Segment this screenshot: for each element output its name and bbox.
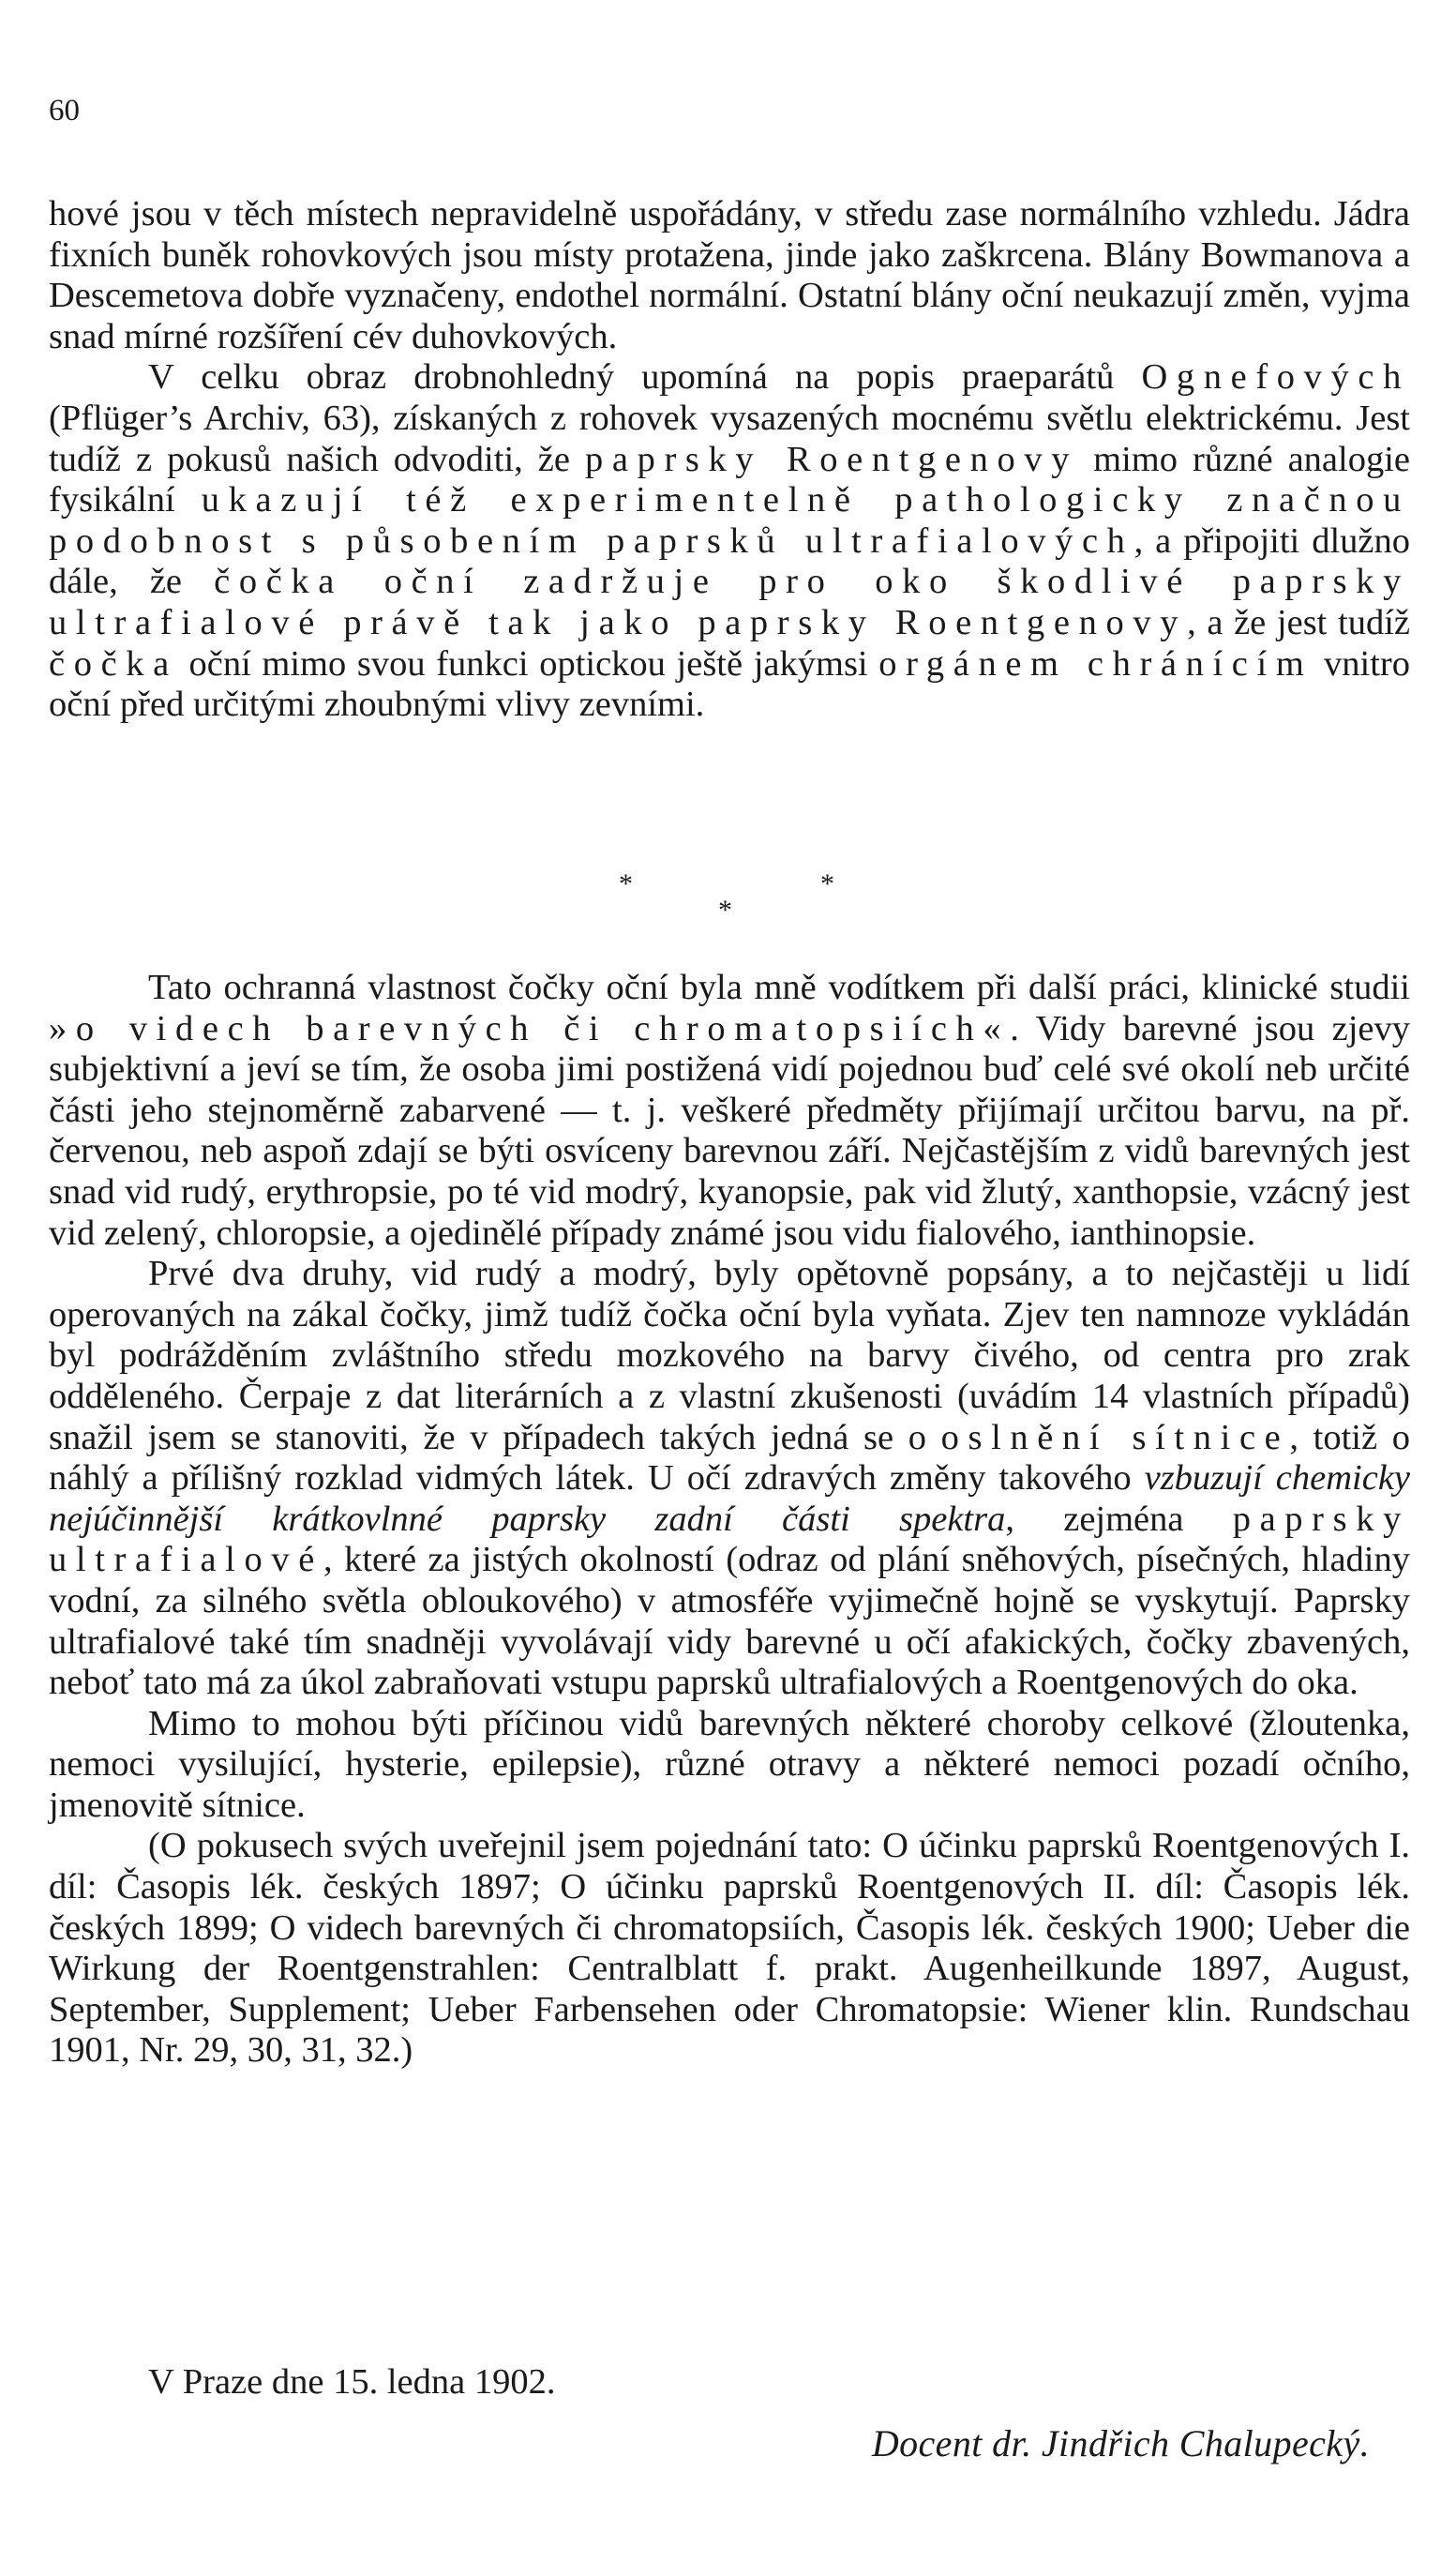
- p3-text-2: . Vidy barevné jsou zjevy subjektivní a jeví se tím, že osoba jimi postižená vidí pojednou buď celé své okolí neb určité části jeho stejnoměrně zabarvené — t. j. veškeré předměty přijímají určitou barvu, na př. červenou, neb aspoň zdají se býti osvíceny barevnou září. Nejčastějším z vidů barevných jest snad vid rudý, erythropsie, po té vid modrý, kyanopsie, pak vid žlutý, xanthopsie, vzácný jest vid zelený, chloropsie, a ojedinělé případy známé jsou vidu fialového, ianthinopsie.: [49, 1008, 1410, 1253]
- p2-spaced-paprsky-roentgenovy: paprsky Roentgenovy: [585, 439, 1079, 479]
- paragraph-5: Mimo to mohou býti příčinou vidů barevných některé choroby celkové (žloutenka, nemoci vysilující, hysterie, epilepsie), různé otravy a některé nemoci pozadí očního, jmenovitě sítnice.: [49, 1703, 1410, 1825]
- p2-text-5: , a že jest tudíž: [1187, 602, 1411, 642]
- p4-text-1: Prvé dva druhy, vid rudý a modrý, byly opětovně popsány, a to nejčastěji u lidí operovaných na zákal čočky, jimž tudíž čočka oční byla vyňata. Zjev ten namnoze vykládán byl podrážděním zvláštního středu mozkového na barvy čivého, od centra pro zrak odděleného. Čerpaje z dat literárních a z vlastní zkušenosti (uvádím 14 vlastních případů) snažil jsem se stanoviti, že v případech takých jedná se o: [49, 1254, 1410, 1457]
- paragraph-6: (O pokusech svých uveřejnil jsem pojednání tato: O účinku paprsků Roentgenových I. díl: Časopis lék. českých 1897; O účinku paprsků Roentgenových II. díl: Časopis lék. českých 1899; O videch barevných či chromatopsiích, Časopis lék. českých 1900; Ueber die Wirkung der Roentgenstrahlen: Centralblatt f. prakt. Augenheilkunde 1897, August, September, Supplement; Ueber Farbensehen oder Chromatopsie: Wiener klin. Rundschau 1901, Nr. 29, 30, 31, 32.): [49, 1826, 1410, 2071]
- separator-star: *: [718, 895, 732, 926]
- p2-text-2: (Pflüger’s Archiv, 63), získaných z rohovek vysazených mocnému světlu elektrickému. Jest tudíž z pokusů našich odvoditi, že: [49, 398, 1410, 479]
- p2-text-6: oční mimo svou funkci optickou ještě jakýmsi: [177, 643, 879, 684]
- page-number: 60: [49, 94, 80, 128]
- section-separator: [0, 863, 1456, 928]
- paragraph-1: hové jsou v těch místech nepravidelně uspořádány, v středu zase normálního vzhledu. Jádra fixních buněk rohovkových jsou místy protažena, jinde jako zaškrcena. Blány Bowmanova a Descemetova dobře vyznačeny, endothel normální. Ostatní blány oční neukazují změn, vyjma snad mírné rozšíření cév duhovkových.: [49, 194, 1410, 356]
- p2-spaced-cocka-zadrzuje: čočka oční zadržuje pro oko škodlivé paprsky ultrafialové právě tak jako paprsky Roentgenovy: [49, 562, 1410, 642]
- p2-spaced-ognef: Ognefových: [1141, 357, 1410, 398]
- paragraph-2: [49, 357, 1410, 725]
- p4-text-4: , které za jistých okolností (odraz od plání sněhových, písečných, hladiny vodní, za silného světla obloukového) v atmosféře vyjimečně hojně se vyskytují. Paprsky ultrafialové také tím snadněji vyvolávají vidy barevné u očí afakických, čočky zbavených, neboť tato má za úkol zabraňovati vstupu paprsků ultrafialových a Roentgenových do oka.: [49, 1540, 1410, 1703]
- separator-star: *: [820, 868, 834, 899]
- p4-spaced-ultrafialove: paprsky ultrafialové: [49, 1499, 1410, 1580]
- p2-text-3: mimo různé analogie fysikální: [49, 439, 1410, 520]
- p2-text-7: vnitro oční před určitými zhoubnými vlivy zevními.: [49, 643, 1410, 725]
- p4-spaced-oslneni: oslnění sítnice: [940, 1417, 1290, 1457]
- p4-italic-paprsky: vzbuzují chemicky nejúčinnější krátkovlnné paprsky zadní části spektra: [49, 1458, 1411, 1539]
- p3-spaced-chromatopsie: »o videch barevných či chromatopsiích«: [49, 1008, 1011, 1048]
- author-signature: Docent dr. Jindřich Chalupecký.: [871, 2422, 1370, 2464]
- p3-text-1: Tato ochranná vlastnost čočky oční byla mně vodítkem při další práci, klinické studii: [148, 968, 1410, 1007]
- p2-spaced-cocka: čočka: [49, 643, 178, 684]
- separator-star: *: [619, 868, 633, 899]
- p2-spaced-ukazuji: ukazují též experimentelně pathologicky značnou podobnost s působením paprsků ultrafialových: [49, 480, 1410, 561]
- paragraph-4: [49, 1254, 1410, 1704]
- text-section-1: [49, 194, 1410, 726]
- p2-spaced-organem: orgánem chránícím: [878, 643, 1313, 684]
- p4-text-3: , zejména: [1005, 1499, 1233, 1539]
- p2-text-1: V celku obraz drobnohledný upomíná na popis praeparátů: [148, 357, 1142, 398]
- place-date-line: V Praze dne 15. ledna 1902.: [148, 2362, 556, 2402]
- paragraph-3: [49, 968, 1410, 1254]
- text-section-2: [49, 968, 1410, 2072]
- p2-text-4: , a připojiti dlužno dále, že: [49, 520, 1410, 602]
- p4-text-2: , totiž o náhlý a přílišný rozklad vidmých látek. U očí zdravých změny takového: [49, 1417, 1410, 1499]
